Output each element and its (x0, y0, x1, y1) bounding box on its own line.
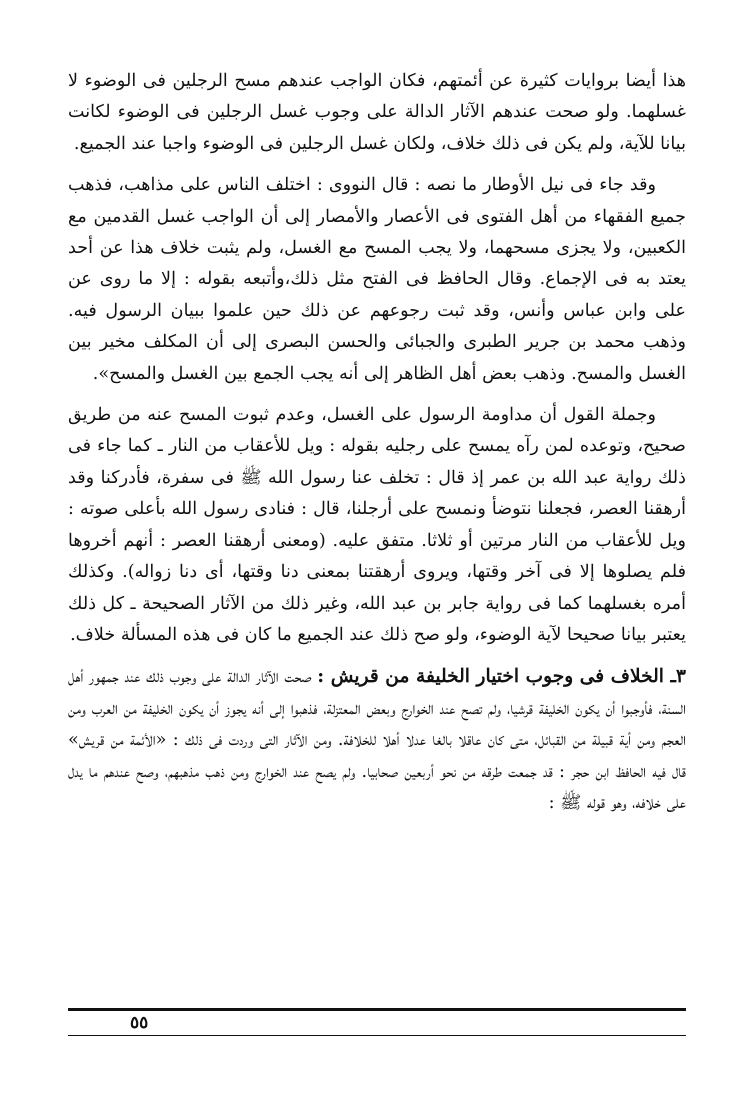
page-body (68, 66, 686, 829)
page-number: ٥٥ (130, 1013, 149, 1033)
footer-rule-thin (68, 1035, 686, 1036)
section-3-paragraph (68, 661, 686, 819)
footer-rule-thick (68, 1008, 686, 1011)
paragraph-2: وقد جاء فى نيل الأوطار ما نصه : قال النووى : اختلف الناس على مذاهب، فذهب جميع الفقهاء من أهل الفتوى فى الأعصار والأمصار إلى أن الواجب غسل القدمين مع الكعبين، ولا يجزى مسحهما، ولا يجب المسح مع الغسل، ولم يثبت خلاف هذا عن أحد يعتد به فى الإجماع. وقال الحافظ فى الفتح مثل ذلك،وأتبعه بقوله : إلا ما روى عن على وابن عباس وأنس، وقد ثبت رجوعهم عن ذلك حين علموا ببيان الرسول فيه. وذهب محمد بن جرير الطبرى والجبائى والحسن البصرى إلى أن المكلف مخير بين الغسل والمسح. وذهب بعض أهل الظاهر إلى أنه يجب الجمع بين الغسل والمسح». (68, 175, 686, 384)
paragraph-3: وجملة القول أن مداومة الرسول على الغسل، وعدم ثبوت المسح عنه من طريق صحيح، وتوعده لمن رآه يمسح على رجليه بقوله : ويل للأعقاب من النار ـ كما جاء فى ذلك رواية عبد الله بن عمر إذ قال : تخلف عنا رسول الله ﷺ فى سفرة، فأدركنا وقد أرهقنا العصر، فجعلنا نتوضأ ونمسح على أرجلنا، قال : فنادى رسول الله بأعلى صوته : ويل للأعقاب من النار مرتين أو ثلاثا. متفق عليه. (ومعنى أرهقنا العصر : أنهم أخروها فلم يصلوها إلا فى آخر وقتها، ويروى أرهقتنا بمعنى دنا وقتها، أى دنا زواله). وكذلك أمره بغسلهما كما فى رواية جابر بن عبد الله، وغير ذلك من الآثار الصحيحة ـ كل ذلك يعتبر بيانا صحيحا لآية الوضوء، ولو صح ذلك عند الجميع ما كان فى هذه المسألة خلاف. (68, 405, 686, 645)
page-footer (68, 1000, 686, 1040)
paragraph-1: هذا أيضا بروايات كثيرة عن أئمتهم، فكان الواجب عندهم مسح الرجلين فى الوضوء لا غسلهما. ولو صحت عندهم الآثار الدالة على وجوب غسل الرجلين فى الوضوء لكانت بيانا للآية، ولم يكن فى ذلك خلاف، ولكان غسل الرجلين فى الوضوء واجبا عند الجميع. (68, 71, 686, 154)
section-3-heading: ٣ـ الخلاف فى وجوب اختيار الخليفة من قريش : (317, 666, 687, 688)
section-3-body: صحت الآثار الدالة على وجوب ذلك عند جمهور أهل السنة، فأوجبوا أن يكون الخليفة قرشيا، ولم تصح عند الخوارج وبعض المعتزلة، فذهبوا إلى أنه يجوز أن يكون الخليفة من العرب ومن العجم ومن أية قبيلة من القبائل، متى كان عاقلا بالغا عدلا أهلا للخلافة. ومن الآثار التى وردت فى ذلك : «الأئمة من قريش» قال فيه الحافظ ابن حجر : قد جمعت طرقه من نحو أربعين صحابيا. ولم يصح عند الخوارج ومن ذهب مذهبهم، وصح عندهم ما يدل على خلافه، وهو قوله ﷺ : (68, 667, 686, 813)
